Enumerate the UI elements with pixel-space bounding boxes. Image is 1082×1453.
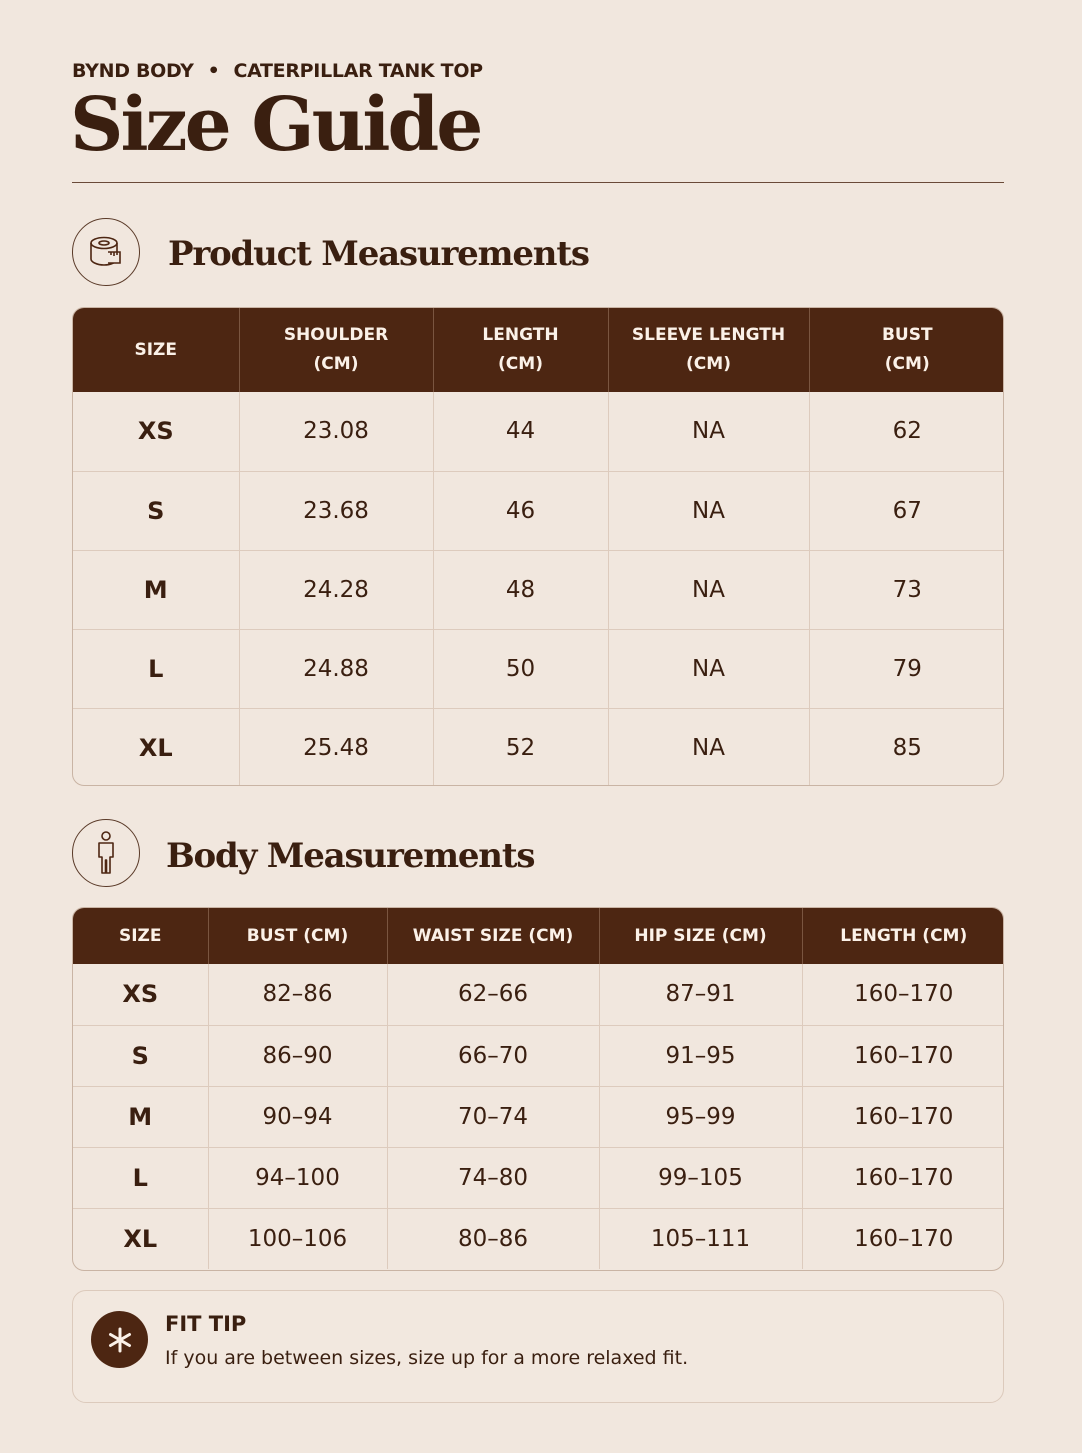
column-header: HIP SIZE (CM) bbox=[599, 908, 802, 964]
table-cell: 23.08 bbox=[239, 392, 433, 471]
column-header: SLEEVE LENGTH (CM) bbox=[608, 308, 809, 392]
brand-name: BYND BODY bbox=[72, 60, 194, 82]
column-header: BUST (CM) bbox=[809, 308, 1004, 392]
table-cell: 94–100 bbox=[208, 1147, 387, 1208]
size-cell: M bbox=[73, 1086, 208, 1147]
product-measurements-title: Product Measurements bbox=[168, 234, 589, 274]
column-header: LENGTH (CM) bbox=[433, 308, 608, 392]
size-cell: M bbox=[73, 550, 239, 629]
table-cell: NA bbox=[608, 550, 809, 629]
table-cell: 23.68 bbox=[239, 471, 433, 550]
table-cell: 86–90 bbox=[208, 1025, 387, 1086]
fit-tip-title: FIT TIP bbox=[165, 1312, 247, 1336]
body-measurements-table bbox=[72, 907, 1004, 1271]
size-cell: XL bbox=[73, 1208, 208, 1269]
table-cell: 95–99 bbox=[599, 1086, 802, 1147]
table-row bbox=[73, 1025, 1004, 1086]
table-row bbox=[73, 1086, 1004, 1147]
column-header: BUST (CM) bbox=[208, 908, 387, 964]
column-header bbox=[239, 308, 433, 392]
table-row bbox=[73, 392, 1004, 471]
title-divider bbox=[72, 182, 1004, 183]
table-cell: 67 bbox=[809, 471, 1004, 550]
page-title: Size Guide bbox=[70, 82, 481, 168]
table-row bbox=[73, 1147, 1004, 1208]
table-cell: 79 bbox=[809, 629, 1004, 708]
table-cell: 160–170 bbox=[802, 1208, 1004, 1269]
table-cell: 73 bbox=[809, 550, 1004, 629]
table-cell: NA bbox=[608, 708, 809, 786]
table-cell: 100–106 bbox=[208, 1208, 387, 1269]
column-header: WAIST SIZE (CM) bbox=[387, 908, 599, 964]
table-cell: 87–91 bbox=[599, 964, 802, 1025]
table-cell: 62–66 bbox=[387, 964, 599, 1025]
measuring-tape-icon bbox=[72, 218, 140, 286]
table-cell: 25.48 bbox=[239, 708, 433, 786]
table-cell: 99–105 bbox=[599, 1147, 802, 1208]
table-cell: 80–86 bbox=[387, 1208, 599, 1269]
table-header-row bbox=[73, 308, 1004, 392]
table-cell: 52 bbox=[433, 708, 608, 786]
table-cell: 91–95 bbox=[599, 1025, 802, 1086]
table-cell: NA bbox=[608, 392, 809, 471]
size-cell: S bbox=[73, 471, 239, 550]
size-cell: XS bbox=[73, 964, 208, 1025]
table-cell: 160–170 bbox=[802, 1147, 1004, 1208]
asterisk-icon bbox=[91, 1311, 148, 1368]
person-icon bbox=[72, 819, 140, 887]
table-cell: 46 bbox=[433, 471, 608, 550]
table-row bbox=[73, 629, 1004, 708]
table-cell: 160–170 bbox=[854, 981, 954, 1008]
table-cell: 24.28 bbox=[239, 550, 433, 629]
table-cell: 62 bbox=[892, 418, 922, 445]
eyebrow-separator: • bbox=[207, 60, 220, 82]
table-cell: NA bbox=[608, 471, 809, 550]
table-cell: 160–170 bbox=[802, 1086, 1004, 1147]
table-cell: 24.88 bbox=[239, 629, 433, 708]
table-row bbox=[73, 550, 1004, 629]
table-cell: 74–80 bbox=[387, 1147, 599, 1208]
table-cell: 66–70 bbox=[387, 1025, 599, 1086]
product-name: CATERPILLAR TANK TOP bbox=[233, 60, 483, 82]
table-cell: 105–111 bbox=[599, 1208, 802, 1269]
table-cell: 50 bbox=[433, 629, 608, 708]
size-cell: L bbox=[73, 1147, 208, 1208]
fit-tip-text: If you are between sizes, size up for a more relaxed fit. bbox=[165, 1347, 689, 1369]
size-cell: L bbox=[73, 629, 239, 708]
table-cell: 70–74 bbox=[387, 1086, 599, 1147]
eyebrow bbox=[72, 60, 483, 82]
size-cell: S bbox=[73, 1025, 208, 1086]
table-cell: 85 bbox=[809, 708, 1004, 786]
body-measurements-title: Body Measurements bbox=[166, 836, 535, 876]
table-row bbox=[73, 964, 1004, 1025]
header-line: SHOULDER (CM) bbox=[283, 325, 389, 374]
table-cell: 44 bbox=[433, 392, 608, 471]
table-row bbox=[73, 471, 1004, 550]
table-header-row bbox=[73, 908, 1004, 964]
column-header: SIZE bbox=[73, 908, 208, 964]
table-cell: NA bbox=[608, 629, 809, 708]
size-cell: XS bbox=[73, 392, 239, 471]
size-cell: XL bbox=[73, 708, 239, 786]
fit-tip-card bbox=[72, 1290, 1004, 1403]
table-cell: 48 bbox=[433, 550, 608, 629]
table-row bbox=[73, 1208, 1004, 1269]
column-header: LENGTH (CM) bbox=[802, 908, 1004, 964]
product-measurements-table bbox=[72, 307, 1004, 786]
table-row bbox=[73, 708, 1004, 786]
table-cell: 160–170 bbox=[802, 1025, 1004, 1086]
table-cell: 82–86 bbox=[208, 964, 387, 1025]
table-cell: 90–94 bbox=[208, 1086, 387, 1147]
column-header: SIZE bbox=[73, 308, 239, 392]
